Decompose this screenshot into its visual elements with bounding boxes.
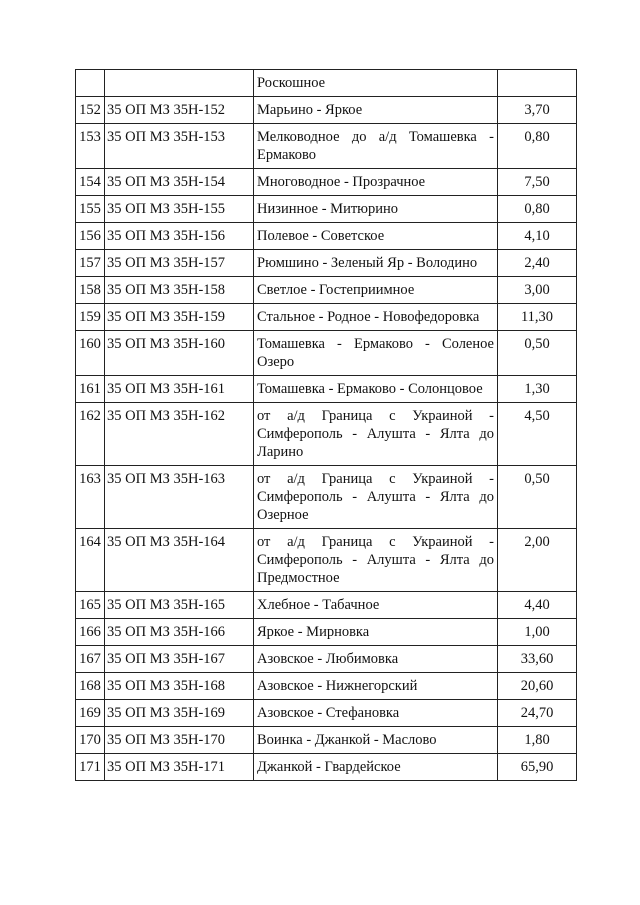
road-code: 35 ОП МЗ 35Н-158 — [105, 277, 254, 304]
table-row — [76, 646, 577, 673]
road-code: 35 ОП МЗ 35Н-161 — [105, 376, 254, 403]
table-row — [76, 169, 577, 196]
row-number: 152 — [76, 97, 105, 124]
table-row — [76, 304, 577, 331]
road-code: 35 ОП МЗ 35Н-162 — [105, 403, 254, 466]
row-number: 167 — [76, 646, 105, 673]
road-length: 24,70 — [498, 700, 577, 727]
table-row — [76, 466, 577, 529]
road-name: от а/д Граница с Украиной - Симферополь - Алушта - Ялта до Ларино — [254, 403, 498, 466]
road-name: Марьино - Яркое — [254, 97, 498, 124]
table-row — [76, 250, 577, 277]
road-length: 20,60 — [498, 673, 577, 700]
road-name: Джанкой - Гвардейское — [254, 754, 498, 781]
row-number: 168 — [76, 673, 105, 700]
road-length: 2,00 — [498, 529, 577, 592]
row-number: 155 — [76, 196, 105, 223]
road-name: Азовское - Нижнегорский — [254, 673, 498, 700]
road-name: Томашевка - Ермаково - Солонцовое — [254, 376, 498, 403]
road-length: 0,50 — [498, 331, 577, 376]
table-row — [76, 70, 577, 97]
road-name: Светлое - Гостеприимное — [254, 277, 498, 304]
road-length: 65,90 — [498, 754, 577, 781]
road-name: Многоводное - Прозрачное — [254, 169, 498, 196]
road-code: 35 ОП МЗ 35Н-168 — [105, 673, 254, 700]
table-row — [76, 97, 577, 124]
table-row — [76, 376, 577, 403]
road-name: Азовское - Любимовка — [254, 646, 498, 673]
road-name: Азовское - Стефановка — [254, 700, 498, 727]
row-number: 171 — [76, 754, 105, 781]
road-length: 0,80 — [498, 124, 577, 169]
row-number — [76, 70, 105, 97]
road-length: 1,80 — [498, 727, 577, 754]
row-number: 158 — [76, 277, 105, 304]
row-number: 156 — [76, 223, 105, 250]
row-number: 169 — [76, 700, 105, 727]
road-code: 35 ОП МЗ 35Н-163 — [105, 466, 254, 529]
road-code: 35 ОП МЗ 35Н-152 — [105, 97, 254, 124]
road-code: 35 ОП МЗ 35Н-160 — [105, 331, 254, 376]
table-row — [76, 673, 577, 700]
table-row — [76, 754, 577, 781]
road-code: 35 ОП МЗ 35Н-154 — [105, 169, 254, 196]
row-number: 153 — [76, 124, 105, 169]
road-code: 35 ОП МЗ 35Н-157 — [105, 250, 254, 277]
row-number: 165 — [76, 592, 105, 619]
row-number: 166 — [76, 619, 105, 646]
road-length: 2,40 — [498, 250, 577, 277]
road-name: Рюмшино - Зеленый Яр - Володино — [254, 250, 498, 277]
row-number: 164 — [76, 529, 105, 592]
road-code: 35 ОП МЗ 35Н-156 — [105, 223, 254, 250]
road-name: Полевое - Советское — [254, 223, 498, 250]
road-name: от а/д Граница с Украиной - Симферополь - Алушта - Ялта до Предмостное — [254, 529, 498, 592]
table-row — [76, 403, 577, 466]
table-row — [76, 700, 577, 727]
table-row — [76, 331, 577, 376]
road-length: 3,70 — [498, 97, 577, 124]
road-length: 33,60 — [498, 646, 577, 673]
road-code — [105, 70, 254, 97]
table-row — [76, 529, 577, 592]
road-name: Воинка - Джанкой - Маслово — [254, 727, 498, 754]
road-name: от а/д Граница с Украиной - Симферополь - Алушта - Ялта до Озерное — [254, 466, 498, 529]
road-code: 35 ОП МЗ 35Н-153 — [105, 124, 254, 169]
road-code: 35 ОП МЗ 35Н-165 — [105, 592, 254, 619]
table-row — [76, 592, 577, 619]
road-name: Мелководное до а/д Томашевка - Ермаково — [254, 124, 498, 169]
table-row — [76, 124, 577, 169]
row-number: 162 — [76, 403, 105, 466]
row-number: 154 — [76, 169, 105, 196]
road-name: Низинное - Митюрино — [254, 196, 498, 223]
table-row — [76, 727, 577, 754]
road-length: 1,00 — [498, 619, 577, 646]
road-length — [498, 70, 577, 97]
road-length: 4,10 — [498, 223, 577, 250]
table-row — [76, 223, 577, 250]
road-length: 0,80 — [498, 196, 577, 223]
table-row — [76, 196, 577, 223]
road-code: 35 ОП МЗ 35Н-155 — [105, 196, 254, 223]
road-code: 35 ОП МЗ 35Н-159 — [105, 304, 254, 331]
table-row — [76, 277, 577, 304]
road-name: Томашевка - Ермаково - Соленое Озеро — [254, 331, 498, 376]
road-length: 4,40 — [498, 592, 577, 619]
row-number: 170 — [76, 727, 105, 754]
row-number: 160 — [76, 331, 105, 376]
road-length: 3,00 — [498, 277, 577, 304]
road-code: 35 ОП МЗ 35Н-164 — [105, 529, 254, 592]
row-number: 159 — [76, 304, 105, 331]
road-name: Яркое - Мирновка — [254, 619, 498, 646]
road-name: Хлебное - Табачное — [254, 592, 498, 619]
road-code: 35 ОП МЗ 35Н-169 — [105, 700, 254, 727]
road-code: 35 ОП МЗ 35Н-170 — [105, 727, 254, 754]
table-row — [76, 619, 577, 646]
road-length: 4,50 — [498, 403, 577, 466]
row-number: 157 — [76, 250, 105, 277]
row-number: 163 — [76, 466, 105, 529]
road-code: 35 ОП МЗ 35Н-171 — [105, 754, 254, 781]
road-length: 11,30 — [498, 304, 577, 331]
road-name: Роскошное — [254, 70, 498, 97]
road-code: 35 ОП МЗ 35Н-167 — [105, 646, 254, 673]
road-length: 7,50 — [498, 169, 577, 196]
road-length: 0,50 — [498, 466, 577, 529]
road-name: Стальное - Родное - Новофедоровка — [254, 304, 498, 331]
roads-table — [75, 69, 577, 781]
road-length: 1,30 — [498, 376, 577, 403]
row-number: 161 — [76, 376, 105, 403]
roads-table-body — [76, 70, 577, 781]
road-code: 35 ОП МЗ 35Н-166 — [105, 619, 254, 646]
